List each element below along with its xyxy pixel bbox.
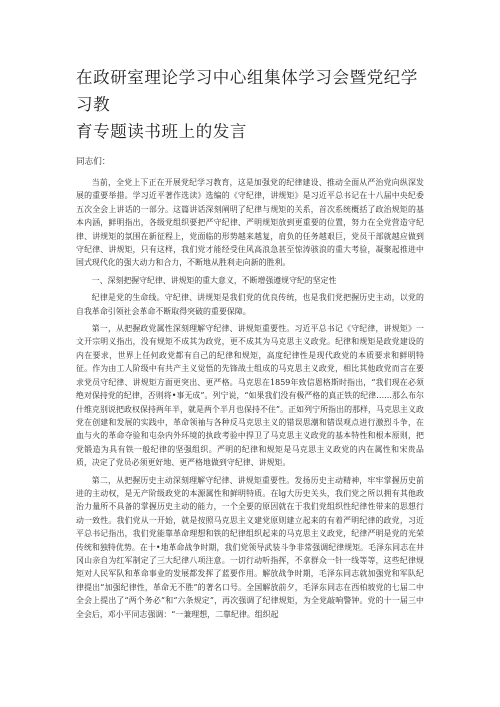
- greeting: 同志们：: [76, 157, 111, 167]
- body-paragraph: 第一，从把握政党属性深刻理解守纪律、讲规矩重要性。习近平总书记《守纪律，讲规矩》一文开宗明义指出，没有规矩不成其为政党，更不成其为马克思主义政党。纪律和规矩是政党建设的内在要求，世界上任何政党都有自己的纪律和规矩，高度纪律性是现代政党的本质要求和鲜明特征。作为由工人阶级中有共产主义觉悟的先锋战士组成的马克思主义政党，相比其他政党而言在要求党员守纪律、讲规矩方面更突出、更严格。马克思在1859年致信恩格斯时指出，“我们现在必须绝对保持党的纪律，否则将•事无成”。列宁说，“如果我们没有极严格的真正铁的纪律……那么布尔什维克别说把政权保持两年半，就是两个半月也保持不住”。正如列宁所指出的那样，马克思主义政党在创建和发展的实践中，革命领袖与各种反马克思主义的错误思潮和错误观点进行激烈斗争，在血与火的革命夺验和屯杂内外环境的执政考验中捍卫了马克思主义政党的基本特性和根本原则，把党锻造为具有铁一般纪律的坚强组织。严明的纪律和规矩是马克思主义政党的内在属性和宋贵品质，决定了党员必须更好地、更严格地做到守纪律、讲规矩。: [76, 324, 424, 468]
- title-line-2: 育专题读书班上的发言: [76, 122, 247, 141]
- title-line-1: 在政研室理论学习中心组集体学习会暨党纪学习教: [76, 68, 418, 114]
- body-paragraph: 纪律是党的生命线。守纪律、讲规矩是我们党的优良传统，也是我们党把握历史主动，以党的自我革命引领社会革命不断取得突破的重要保障。: [76, 293, 424, 316]
- body-paragraph: 第二，从把握历史主动深刻理解守纪律、讲规矩重要性。发扬历史主动精神，牢牢掌握历史前进的主动权，是无产阶级政党的本源属性和鲜明特质。在lg大历史关头，我们党之所以拥有其他政治力量所不具备的掌握历史主动的能力，一个全要的原因就在于我们党组织性纪律性带来的思想行动一致性。我们党从一开始，就是按照马克思主义建党原则建立起来的有着严明纪律的政党，习近平总书记指出，我们党能靠革命理想和铁的纪律组织起来的马克思主义政党，纪律严明是党的光荣传统和独特优势。在十•地革命战争时期，我们党领导武装斗争非常强调纪律规矩。毛泽东同志在井冈山亲自为红军制定了三大纪律八项注意。一切行动听指挥，不拿群众一针一线等等，这些纪律规矩对人民军队和革命事业的发展都发挥了蓝要作用。解放战争时期，毛泽东同志就加强党和军队纪律提出“加强纪律性，革命无不胜”的著名口号。全国解放前夕，毛泽东同志在西柏坡党的七届二中全会上提出了“两个务必”和“六条规定”，再次强调了纪律规矩，为全党敲响警钟。党的十一届三中全会后，邓小平同志强调：“一兼理想，二靠纪律。组织起: [76, 475, 424, 619]
- section-heading-1: 一、深刻把握守纪律、讲规矩的重大意义，不断增强遵规守纪的坚定性: [91, 275, 337, 285]
- intro-paragraph: 当前，全党上下正在开展党纪学习教育，这是加强党的纪律建设、推动全面从严治党向纵深发展的重要举措。学习近平著作选读》选编的《守纪律，讲规矩》是习近平总书记在十八届中央纪委五次全会上讲话的一部分。这篇讲话深刻阐明了纪律与规矩的关系，首次系统概括了政治规矩的基本内涵，鲜明指出，各级党组织要把严守纪律、严明规矩放到更重要的位置，努力在全党营造守纪律、讲规矩的氛围在新征程上，党面临的形势越来越复，肩负的任务越艰巨，党员干部就越应做到守纪律、讲规矩，只有这样，我们党才能经受住风高浪急甚至惊涛骇浪的重大考验，凝聚起推进中国式现代化的强大动力和合力，不断地从胜利走向新的胜利。: [76, 178, 424, 268]
- page-title: [76, 64, 424, 145]
